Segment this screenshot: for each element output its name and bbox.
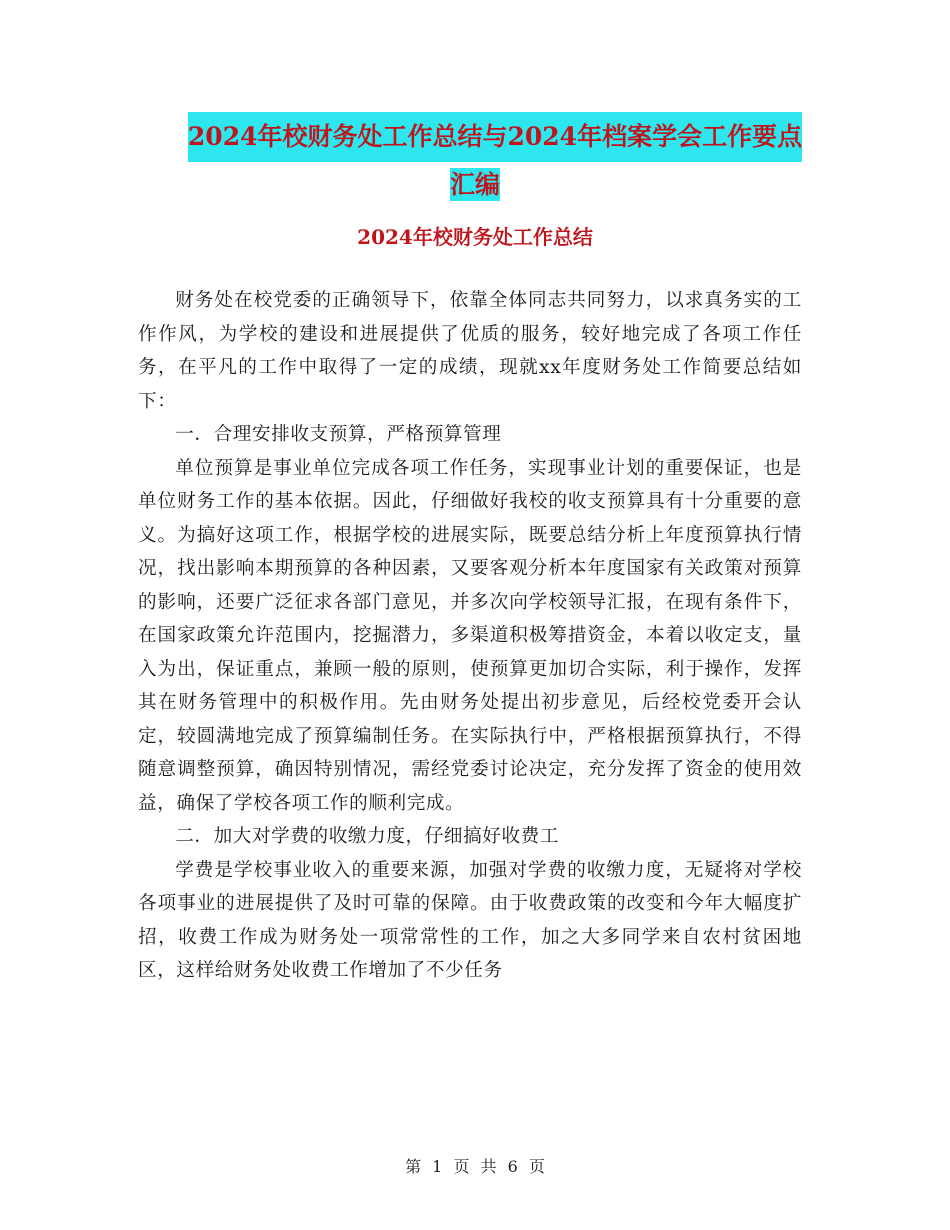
section-title: 2024年校财务处工作总结: [357, 225, 593, 249]
paragraph-tuition: 学费是学校事业收入的重要来源，加强对学费的收缴力度，无疑将对学校各项事业的进展提供了及时可靠的保障。由于收费政策的改变和今年大幅度扩招，收费工作成为财务处一项常常性的工作，加之大多同学来自农村贫困地区，这样给财务处收费工作增加了不少任务: [138, 859, 802, 981]
page-number-footer: 第 1 页 共 6 页: [405, 1157, 545, 1176]
document-title-line2: 汇编: [449, 170, 500, 199]
paragraph-budget: 单位预算是事业单位完成各项工作任务，实现事业计划的重要保证，也是单位财务工作的基本依据。因此，仔细做好我校的收支预算具有十分重要的意义。为搞好这项工作，根据学校的进展实际，既要总结分析上年度预算执行情况，找出影响本期预算的各种因素，又要客观分析本年度国家有关政策对预算的影响，还要广泛征求各部门意见，并多次向学校领导汇报，在现有条件下，在国家政策允许范围内，挖掘潜力，多渠道积极筹措资金，本着以收定支，量入为出，保证重点，兼顾一般的原则，使预算更加切合实际，利于操作，发挥其在财务管理中的积极作用。先由财务处提出初步意见，后经校党委开会认定，较圆满地完成了预算编制任务。在实际执行中，严格根据预算执行，不得随意调整预算，确因特别情况，需经党委讨论决定，充分发挥了资金的使用效益，确保了学校各项工作的顺利完成。: [138, 457, 802, 814]
section-heading-2: 二．加大对学费的收缴力度，仔细搞好收费工: [175, 826, 560, 847]
document-title-line1: 2024年校财务处工作总结与2024年档案学会工作要点: [188, 112, 802, 162]
section-heading-1: 一．合理安排收支预算，严格预算管理: [175, 424, 502, 445]
document-title: [0, 112, 950, 208]
document-body: [138, 284, 802, 988]
paragraph-intro: 财务处在校党委的正确领导下，依靠全体同志共同努力，以求真务实的工作作风，为学校的建设和进展提供了优质的服务，较好地完成了各项工作任务，在平凡的工作中取得了一定的成绩，现就xx年度财务处工作简要总结如下：: [138, 290, 802, 412]
